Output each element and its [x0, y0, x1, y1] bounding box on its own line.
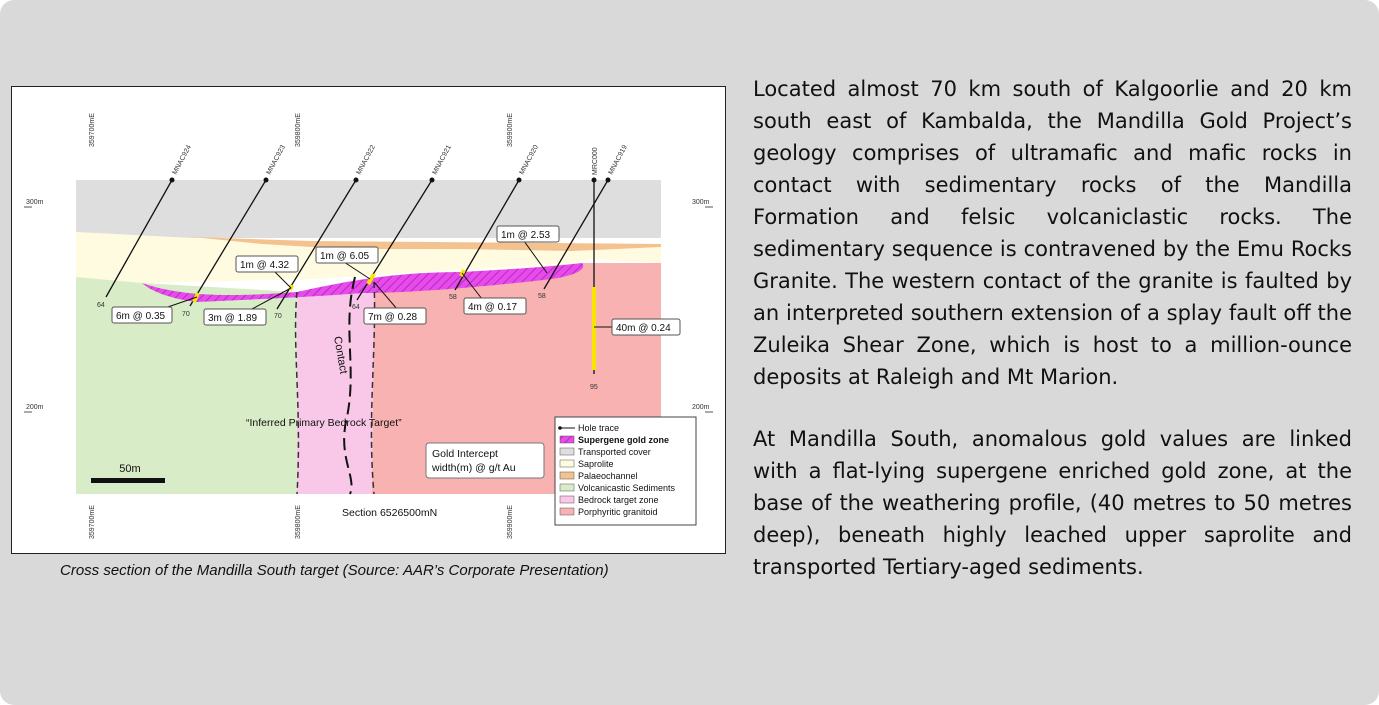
scale-bar	[91, 478, 165, 483]
legend-label-volcanicastic: Volcanicastic Sediments	[578, 483, 676, 493]
legend-swatch-hole-collar	[558, 426, 562, 430]
legend-swatch-8	[560, 508, 574, 515]
elevation-label-right-200: 200m	[692, 404, 710, 411]
section-label: Section 6526500mN	[342, 507, 438, 519]
bedrock-target-zone-unit	[297, 282, 374, 494]
easting-label-top-1: 359700mE	[89, 113, 96, 147]
legend	[555, 417, 696, 525]
intercept-label-7: 1m @ 2.53	[501, 230, 551, 241]
hole-collar-1	[170, 178, 175, 183]
legend-label-hole-trace: Hole trace	[578, 423, 620, 433]
hole-name-4: MNAC921	[431, 144, 453, 176]
hole-collar-7	[592, 178, 597, 183]
legend-swatch-4	[560, 460, 574, 467]
easting-label-bottom-3: 359900mE	[507, 505, 514, 539]
legend-label-saprolite: Saprolite	[578, 459, 614, 469]
legend-label-supergene: Supergene gold zone	[578, 435, 670, 445]
easting-label-bottom-1: 359700mE	[89, 505, 96, 539]
hole-depth-4: 64	[352, 304, 360, 311]
hole-name-1: MNAC924	[171, 144, 193, 176]
easting-label-bottom-2: 359800mE	[295, 505, 302, 539]
hole-depth-2: 70	[182, 311, 190, 318]
legend-label-granitoid: Porphyritic granitoid	[578, 507, 658, 517]
scale-bar-label: 50m	[119, 463, 141, 475]
legend-swatch-3	[560, 448, 574, 455]
legend-label-transported-cover: Transported cover	[578, 447, 651, 457]
legend-label-palaeochannel: Palaeochannel	[578, 471, 638, 481]
hole-collar-4	[430, 178, 435, 183]
figure-caption: Cross section of the Mandilla South target (Source: AAR’s Corporate Presentation)	[60, 562, 609, 579]
paragraph-2: At Mandilla South, anomalous gold values are linked with a flat-lying supergene enriched gold zone, at the base of the weathering profile, (40 metres to 50 metres deep), beneath highly leached upper saprolite and transported Tertiary-aged sediments.	[753, 427, 1352, 579]
target-label: “Inferred Primary Bedrock Target”	[246, 417, 402, 429]
hole-name-6: MRC000	[592, 147, 599, 175]
hole-name-5: MNAC920	[518, 144, 540, 176]
hole-depth-6: 58	[538, 293, 546, 300]
easting-label-top-3: 359900mE	[507, 113, 514, 147]
hole-depth-3: 70	[274, 313, 282, 320]
hole-name-7: MNAC919	[607, 144, 629, 176]
legend-swatch-5	[560, 472, 574, 479]
gold-intercept-key-line1: Gold Intercept	[432, 448, 498, 460]
hole-collar-3	[354, 178, 359, 183]
legend-label-bedrock-target: Bedrock target zone	[578, 495, 659, 505]
hole-collar-2	[264, 178, 269, 183]
body-text	[753, 73, 1352, 613]
intercept-label-6: 4m @ 0.17	[468, 302, 518, 313]
easting-label-top-2: 359800mE	[295, 113, 302, 147]
legend-swatch-6	[560, 484, 574, 491]
paragraph-1: Located almost 70 km south of Kalgoorlie and 20 km south east of Kambalda, the Mandilla Gold Project’s geology comprises of ultramafic and mafic rocks in contact with sedimentary rocks of the Mandilla Formation and felsic volcaniclastic rocks. The sedimentary sequence is contravened by the Emu Rocks Granite. The western contact of the granite is faulted by an interpreted southern extension of a splay fault off the Zuleika Shear Zone, which is host to a million-ounce deposits at Raleigh and Mt Marion.	[753, 77, 1352, 389]
hole-name-3: MNAC922	[355, 144, 377, 176]
hole-depth-7: 95	[590, 384, 598, 391]
legend-swatch-7	[560, 496, 574, 503]
intercept-label-5: 7m @ 0.28	[368, 312, 418, 323]
hole-collar-5	[517, 178, 522, 183]
gold-intercept-key-line2: width(m) @ g/t Au	[432, 462, 516, 474]
cross-section-figure	[11, 86, 726, 554]
transported-cover-unit	[76, 180, 661, 238]
intercept-label-2: 3m @ 1.89	[208, 313, 258, 324]
intercept-label-8: 40m @ 0.24	[616, 323, 671, 334]
elevation-label-left-300: 300m	[26, 199, 44, 206]
elevation-label-right-300: 300m	[692, 199, 710, 206]
intercept-label-4: 1m @ 6.05	[320, 251, 370, 262]
cross-section-diagram	[12, 87, 725, 553]
intercept-label-3: 1m @ 4.32	[240, 260, 290, 271]
hole-depth-1: 64	[97, 302, 105, 309]
elevation-label-left-200: 200m	[26, 404, 44, 411]
hole-collar-6	[606, 178, 611, 183]
intercept-label-1: 6m @ 0.35	[116, 311, 166, 322]
legend-swatch-supergene	[560, 436, 574, 443]
hole-name-2: MNAC923	[265, 144, 287, 176]
contact-label: Contact	[331, 335, 350, 375]
hole-depth-5: 58	[449, 294, 457, 301]
